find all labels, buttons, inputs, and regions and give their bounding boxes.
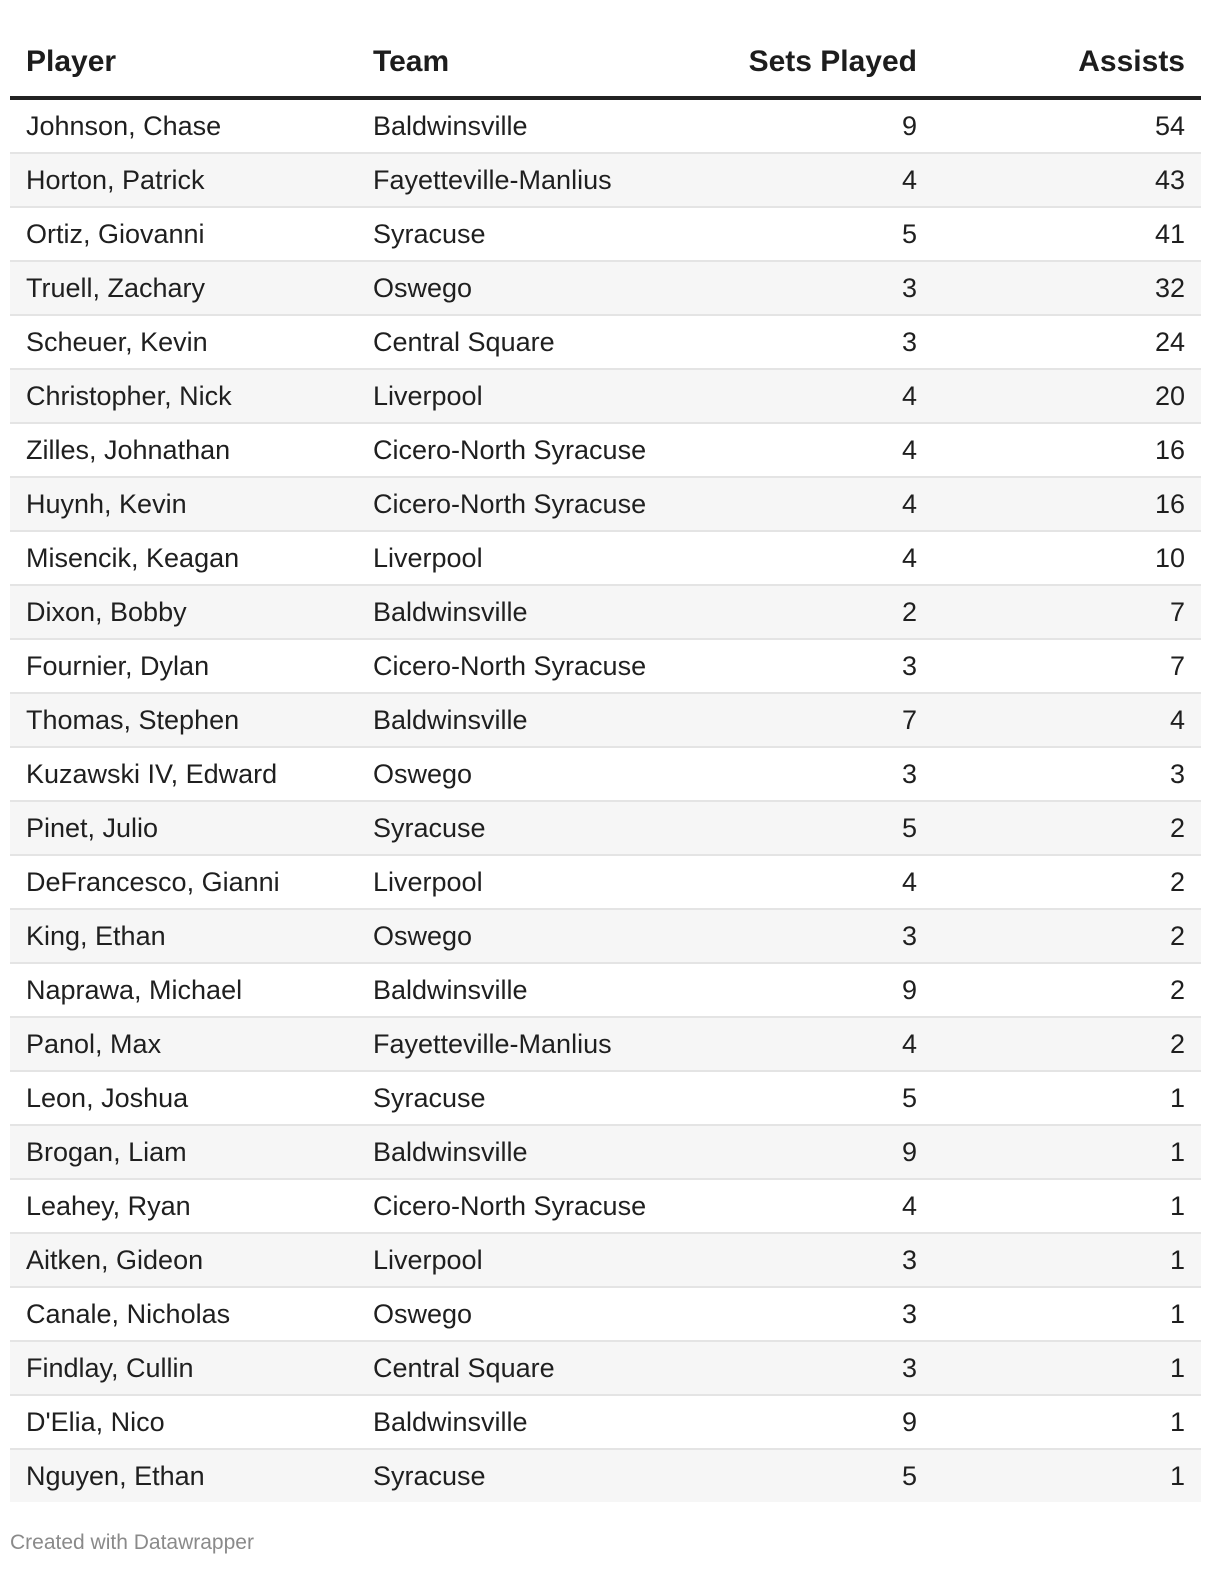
assists-table <box>10 28 1201 1502</box>
cell-assists: 1 <box>933 1341 1201 1395</box>
table-row <box>10 477 1201 531</box>
cell-assists: 2 <box>933 1017 1201 1071</box>
cell-assists: 1 <box>933 1233 1201 1287</box>
cell-team: Fayetteville-Manlius <box>357 1017 657 1071</box>
cell-player: D'Elia, Nico <box>10 1395 357 1449</box>
table-row <box>10 585 1201 639</box>
table-row <box>10 693 1201 747</box>
cell-sets-played: 4 <box>657 477 933 531</box>
cell-team: Cicero-North Syracuse <box>357 477 657 531</box>
cell-team: Syracuse <box>357 207 657 261</box>
cell-team: Syracuse <box>357 1071 657 1125</box>
cell-team: Baldwinsville <box>357 693 657 747</box>
table-header <box>10 28 1201 98</box>
cell-assists: 16 <box>933 423 1201 477</box>
cell-player: Canale, Nicholas <box>10 1287 357 1341</box>
cell-sets-played: 2 <box>657 585 933 639</box>
cell-player: Christopher, Nick <box>10 369 357 423</box>
cell-assists: 2 <box>933 909 1201 963</box>
column-header-player[interactable]: Player <box>10 28 357 98</box>
cell-assists: 7 <box>933 639 1201 693</box>
cell-team: Central Square <box>357 1341 657 1395</box>
cell-assists: 1 <box>933 1125 1201 1179</box>
table-row <box>10 1179 1201 1233</box>
cell-assists: 2 <box>933 801 1201 855</box>
table-row <box>10 207 1201 261</box>
cell-sets-played: 3 <box>657 747 933 801</box>
cell-sets-played: 4 <box>657 1017 933 1071</box>
cell-team: Baldwinsville <box>357 963 657 1017</box>
cell-assists: 41 <box>933 207 1201 261</box>
cell-player: Nguyen, Ethan <box>10 1449 357 1502</box>
datawrapper-credit: Created with Datawrapper <box>10 1531 254 1554</box>
cell-sets-played: 7 <box>657 693 933 747</box>
cell-team: Liverpool <box>357 1233 657 1287</box>
table-row <box>10 963 1201 1017</box>
cell-assists: 10 <box>933 531 1201 585</box>
cell-team: Baldwinsville <box>357 1395 657 1449</box>
table-row <box>10 315 1201 369</box>
table-row <box>10 423 1201 477</box>
cell-sets-played: 5 <box>657 207 933 261</box>
table-row <box>10 909 1201 963</box>
cell-team: Central Square <box>357 315 657 369</box>
cell-player: Leahey, Ryan <box>10 1179 357 1233</box>
cell-assists: 3 <box>933 747 1201 801</box>
cell-sets-played: 4 <box>657 1179 933 1233</box>
cell-player: Dixon, Bobby <box>10 585 357 639</box>
cell-player: Zilles, Johnathan <box>10 423 357 477</box>
cell-sets-played: 5 <box>657 801 933 855</box>
cell-player: Ortiz, Giovanni <box>10 207 357 261</box>
cell-assists: 1 <box>933 1179 1201 1233</box>
cell-assists: 2 <box>933 855 1201 909</box>
table-row <box>10 855 1201 909</box>
cell-sets-played: 4 <box>657 855 933 909</box>
table-row <box>10 801 1201 855</box>
cell-team: Oswego <box>357 1287 657 1341</box>
cell-player: Johnson, Chase <box>10 98 357 153</box>
table-row <box>10 261 1201 315</box>
table-body <box>10 98 1201 1502</box>
cell-team: Syracuse <box>357 1449 657 1502</box>
cell-sets-played: 3 <box>657 1287 933 1341</box>
cell-player: Truell, Zachary <box>10 261 357 315</box>
cell-team: Cicero-North Syracuse <box>357 423 657 477</box>
table-row <box>10 747 1201 801</box>
cell-player: Aitken, Gideon <box>10 1233 357 1287</box>
cell-team: Baldwinsville <box>357 98 657 153</box>
cell-assists: 32 <box>933 261 1201 315</box>
cell-team: Liverpool <box>357 531 657 585</box>
cell-assists: 1 <box>933 1287 1201 1341</box>
cell-sets-played: 4 <box>657 423 933 477</box>
cell-assists: 54 <box>933 98 1201 153</box>
cell-player: Brogan, Liam <box>10 1125 357 1179</box>
cell-team: Fayetteville-Manlius <box>357 153 657 207</box>
cell-team: Oswego <box>357 909 657 963</box>
cell-team: Liverpool <box>357 855 657 909</box>
table-row <box>10 1287 1201 1341</box>
table-row <box>10 1341 1201 1395</box>
cell-sets-played: 9 <box>657 963 933 1017</box>
cell-sets-played: 3 <box>657 909 933 963</box>
column-header-sets-played[interactable]: Sets Played <box>657 28 933 98</box>
cell-assists: 16 <box>933 477 1201 531</box>
cell-team: Liverpool <box>357 369 657 423</box>
cell-assists: 24 <box>933 315 1201 369</box>
cell-team: Baldwinsville <box>357 1125 657 1179</box>
cell-sets-played: 3 <box>657 639 933 693</box>
header-row <box>10 28 1201 98</box>
table-row <box>10 531 1201 585</box>
cell-sets-played: 4 <box>657 153 933 207</box>
cell-player: King, Ethan <box>10 909 357 963</box>
cell-player: Scheuer, Kevin <box>10 315 357 369</box>
cell-player: Leon, Joshua <box>10 1071 357 1125</box>
table-row <box>10 1449 1201 1502</box>
cell-team: Baldwinsville <box>357 585 657 639</box>
cell-sets-played: 3 <box>657 261 933 315</box>
cell-team: Oswego <box>357 747 657 801</box>
cell-player: Findlay, Cullin <box>10 1341 357 1395</box>
table-row <box>10 1395 1201 1449</box>
cell-team: Syracuse <box>357 801 657 855</box>
table-row <box>10 98 1201 153</box>
table-row <box>10 153 1201 207</box>
table-row <box>10 1017 1201 1071</box>
cell-assists: 2 <box>933 963 1201 1017</box>
cell-assists: 43 <box>933 153 1201 207</box>
cell-player: Naprawa, Michael <box>10 963 357 1017</box>
cell-player: Pinet, Julio <box>10 801 357 855</box>
cell-player: DeFrancesco, Gianni <box>10 855 357 909</box>
cell-sets-played: 3 <box>657 1341 933 1395</box>
cell-assists: 4 <box>933 693 1201 747</box>
column-header-assists[interactable]: Assists <box>933 28 1201 98</box>
table-row <box>10 1233 1201 1287</box>
table-row <box>10 1071 1201 1125</box>
cell-assists: 1 <box>933 1395 1201 1449</box>
cell-player: Huynh, Kevin <box>10 477 357 531</box>
cell-sets-played: 4 <box>657 531 933 585</box>
table-row <box>10 1125 1201 1179</box>
cell-sets-played: 9 <box>657 1125 933 1179</box>
cell-team: Cicero-North Syracuse <box>357 639 657 693</box>
assists-table-container <box>10 28 1201 1502</box>
cell-player: Misencik, Keagan <box>10 531 357 585</box>
cell-sets-played: 5 <box>657 1449 933 1502</box>
cell-team: Oswego <box>357 261 657 315</box>
cell-team: Cicero-North Syracuse <box>357 1179 657 1233</box>
cell-assists: 1 <box>933 1071 1201 1125</box>
cell-player: Kuzawski IV, Edward <box>10 747 357 801</box>
table-row <box>10 369 1201 423</box>
cell-assists: 1 <box>933 1449 1201 1502</box>
cell-sets-played: 4 <box>657 369 933 423</box>
cell-assists: 7 <box>933 585 1201 639</box>
cell-sets-played: 9 <box>657 98 933 153</box>
column-header-team[interactable]: Team <box>357 28 657 98</box>
cell-player: Fournier, Dylan <box>10 639 357 693</box>
cell-sets-played: 9 <box>657 1395 933 1449</box>
cell-sets-played: 3 <box>657 315 933 369</box>
cell-sets-played: 5 <box>657 1071 933 1125</box>
cell-player: Panol, Max <box>10 1017 357 1071</box>
cell-sets-played: 3 <box>657 1233 933 1287</box>
cell-player: Thomas, Stephen <box>10 693 357 747</box>
table-row <box>10 639 1201 693</box>
cell-player: Horton, Patrick <box>10 153 357 207</box>
cell-assists: 20 <box>933 369 1201 423</box>
